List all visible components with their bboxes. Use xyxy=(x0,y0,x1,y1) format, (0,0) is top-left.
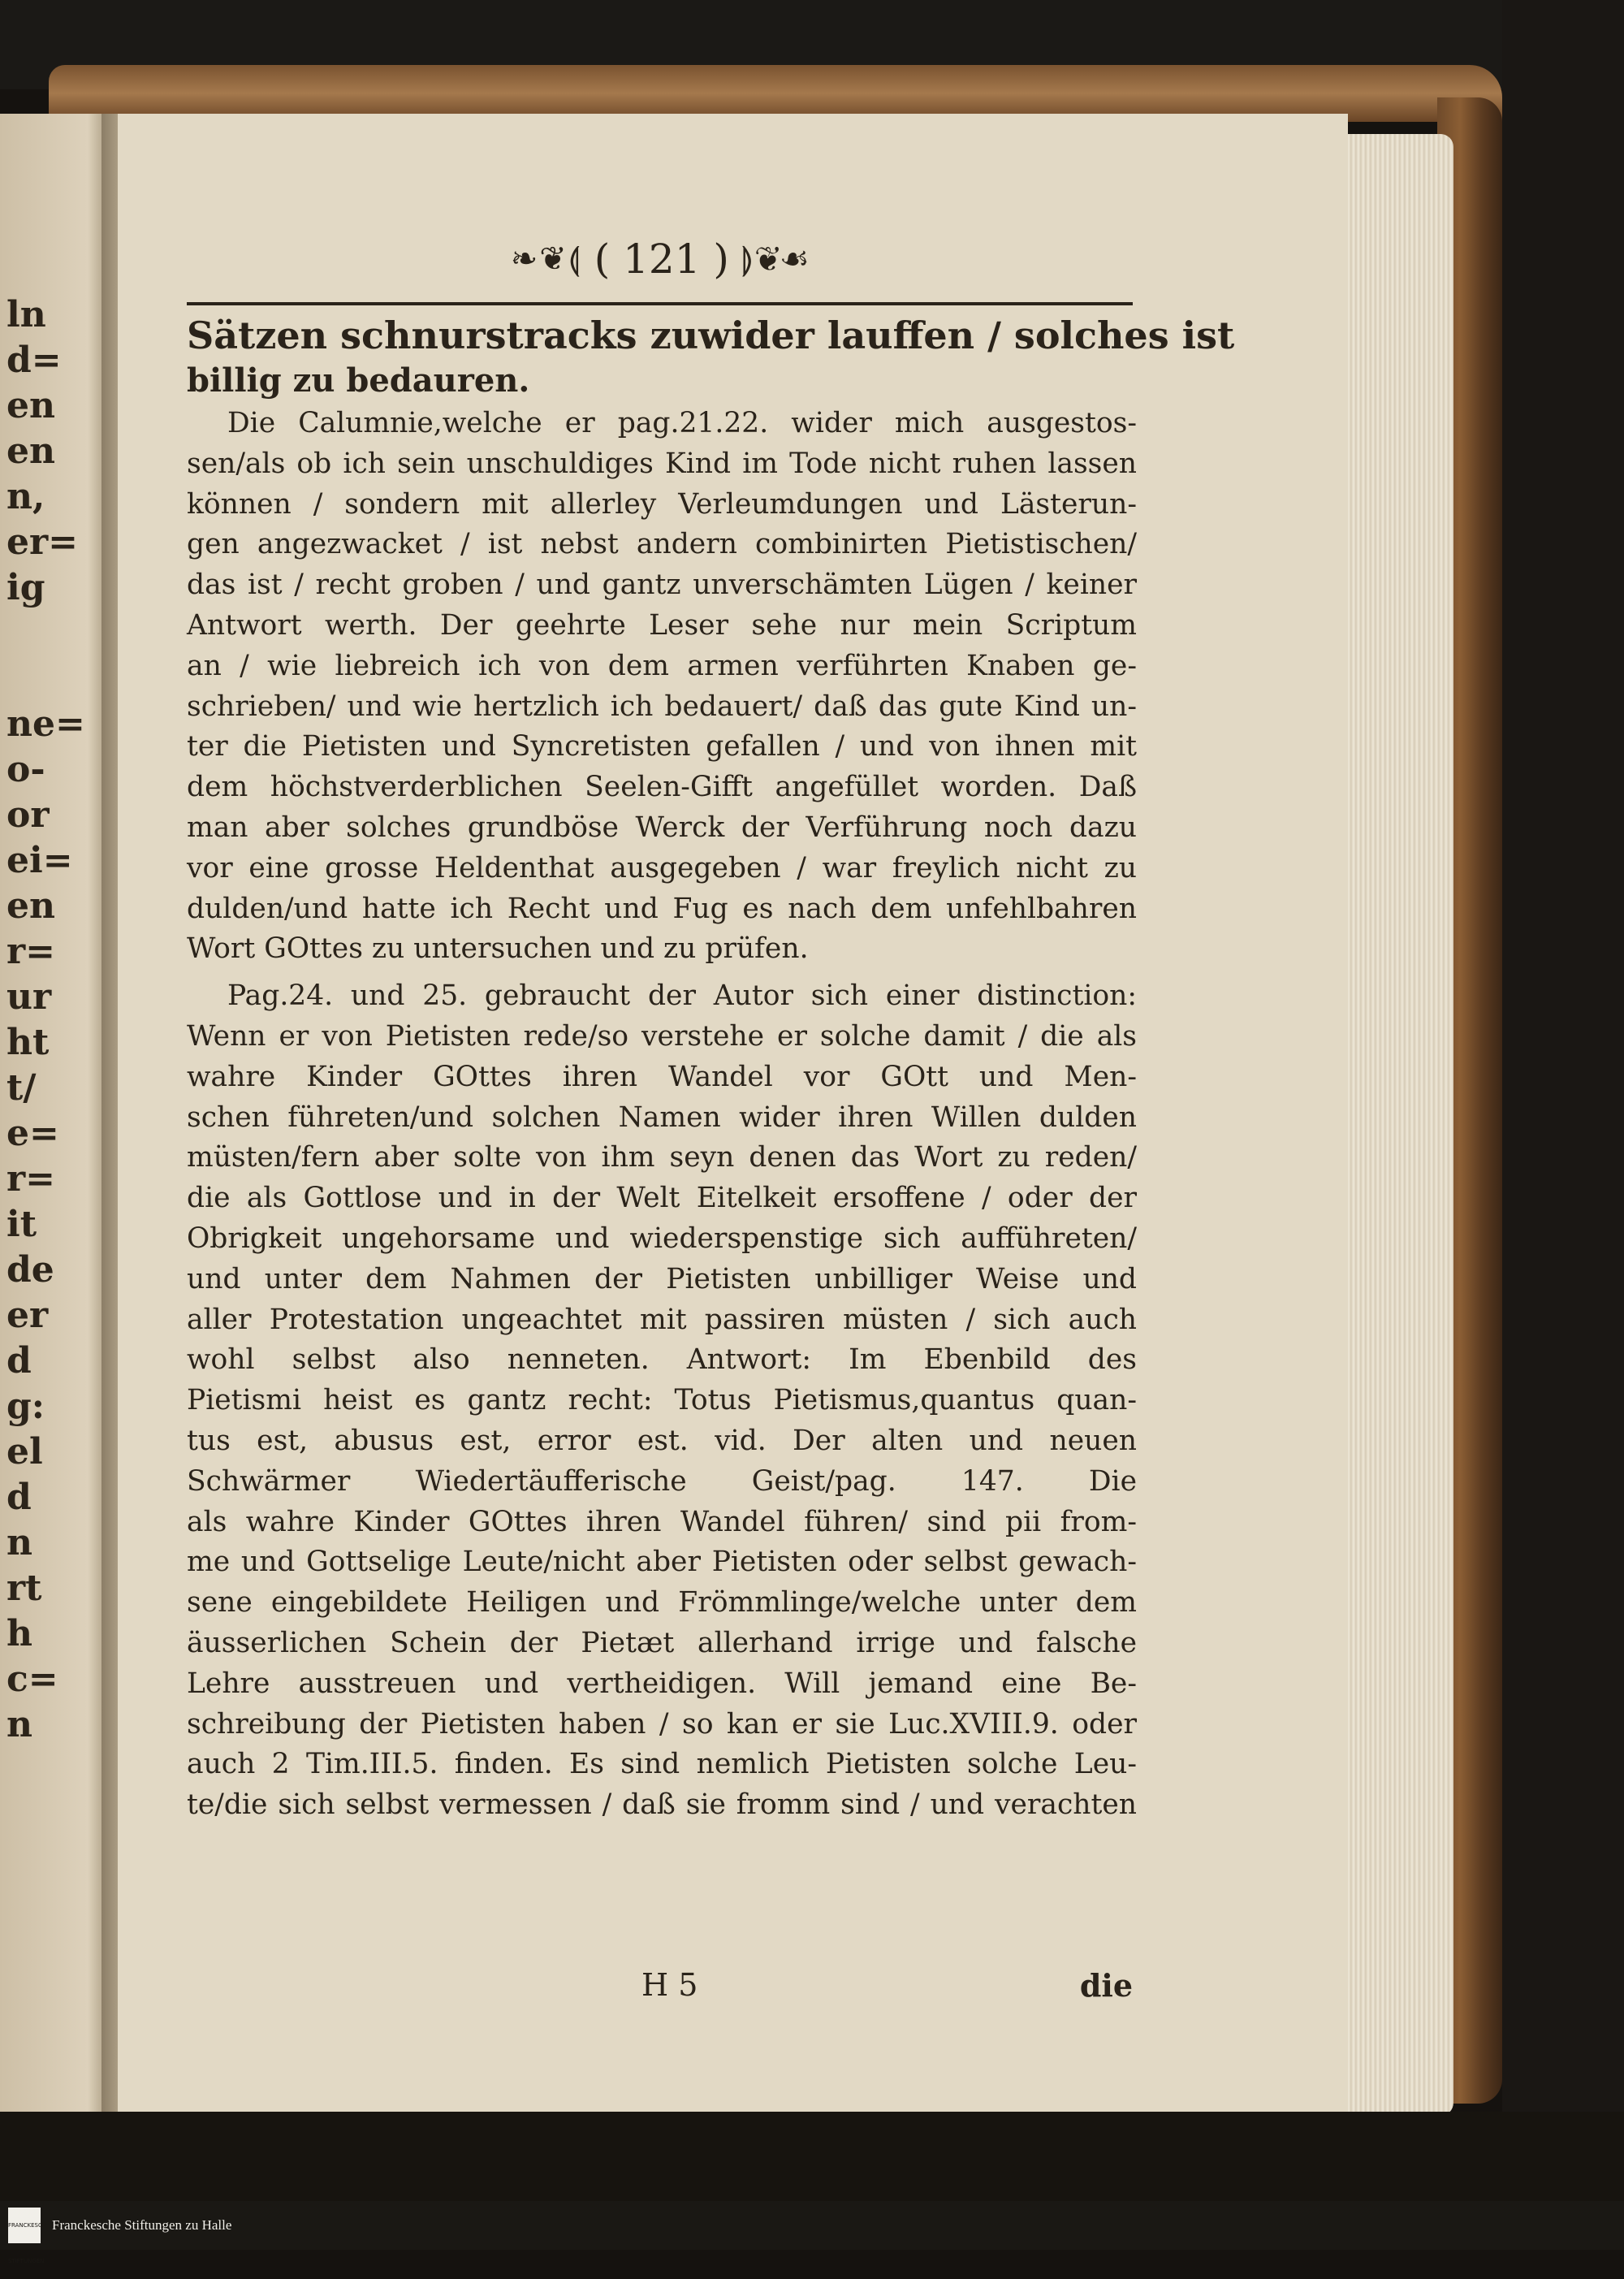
text-line: te/die sich selbst vermessen / daß sie fromm sind / und verachten xyxy=(187,1788,1137,1822)
text-line: schen führeten/und solchen Namen wider ihren Willen dulden xyxy=(187,1101,1137,1134)
text-line: dulden/und hatte ich Recht und Fug es nach dem unfehlbahren xyxy=(187,892,1137,925)
institution-logo-icon: FRANCKESCHE STIFTUNGEN xyxy=(8,2208,41,2243)
text-line: Schwärmer Wiedertäufferische Geist/pag. 147. Die xyxy=(187,1464,1137,1498)
institution-name: Franckesche Stiftungen zu Halle xyxy=(52,2217,232,2233)
text-line: müsten/fern aber solte von ihm seyn denen das Wort zu reden/ xyxy=(187,1141,1137,1174)
left-fragment: g: xyxy=(6,1386,45,1427)
text-line: als wahre Kinder GOttes ihren Wandel führen/ sind pii from- xyxy=(187,1505,1137,1538)
left-fragment: t/ xyxy=(6,1067,37,1109)
left-fragment: ig xyxy=(6,567,45,608)
left-fragment: r= xyxy=(6,1158,56,1200)
text-line: Pag.24. und 25. gebraucht der Autor sich einer distinction: xyxy=(227,979,1137,1013)
text-line: Wenn er von Pietisten rede/so verstehe er solche damit / die als xyxy=(187,1019,1137,1053)
text-line: schrieben/ und wie hertzlich ich bedauert/ daß das gute Kind un- xyxy=(187,690,1137,723)
left-fragment: o- xyxy=(6,749,45,790)
left-fragment: er= xyxy=(6,521,79,563)
left-fragment: d xyxy=(6,1340,32,1382)
page-footer xyxy=(187,1967,1133,2008)
left-fragment: n, xyxy=(6,476,45,517)
text-line: tus est, abusus est, error est. vid. Der alten und neuen xyxy=(187,1424,1137,1457)
left-fragment: en xyxy=(6,885,55,927)
text-line: schreibung der Pietisten haben / so kan er sie Luc.XVIII.9. oder xyxy=(187,1707,1137,1741)
left-fragment: er xyxy=(6,1295,49,1336)
text-line: man aber solches grundböse Werck der Verführung noch dazu xyxy=(187,811,1137,844)
text-line: dem höchstverderblichen Seelen-Gifft angefüllet worden. Daß xyxy=(187,771,1137,804)
ornament-left-icon: ❧❦⟬ xyxy=(510,240,582,278)
left-fragment: n xyxy=(6,1522,32,1563)
text-line: vor eine grosse Heldenthat ausgegeben / war freylich nicht zu xyxy=(187,851,1137,884)
page-number: ( 121 ) xyxy=(594,236,729,283)
background-bottom xyxy=(0,2112,1624,2201)
left-fragment: ln xyxy=(6,294,46,335)
left-fragment: ne= xyxy=(6,703,85,745)
left-fragment: en xyxy=(6,385,55,426)
ornament-right-icon: ⟭❦☙ xyxy=(741,240,810,278)
text-line: wohl selbst also nenneten. Antwort: Im Ebenbild des xyxy=(187,1343,1137,1377)
text-line: und unter dem Nahmen der Pietisten unbilliger Weise und xyxy=(187,1262,1137,1295)
footer-bar xyxy=(0,2201,1624,2264)
left-fragment: rt xyxy=(6,1568,42,1609)
text-line: auch 2 Tim.III.5. finden. Es sind nemlich Pietisten solche Leu- xyxy=(187,1748,1137,1781)
left-fragment xyxy=(6,611,63,656)
page-header xyxy=(187,236,1133,309)
text-line: wahre Kinder GOttes ihren Wandel vor GOtt und Men- xyxy=(187,1060,1137,1093)
text-line: Wort GOttes zu untersuchen und zu prüfen. xyxy=(187,932,809,966)
text-line: Antwort werth. Der geehrte Leser sehe nur mein Scriptum xyxy=(187,608,1137,642)
left-fragment: en xyxy=(6,430,55,472)
text-line: Obrigkeit ungehorsame und wiederspenstige sich aufführeten/ xyxy=(187,1222,1137,1255)
text-line: können / sondern mit allerley Verleumdungen und Lästerun- xyxy=(187,487,1137,521)
text-line: Die Calumnie,welche er pag.21.22. wider mich ausgestos- xyxy=(227,407,1137,439)
background-right xyxy=(1502,0,1624,2250)
text-line: sene eingebildete Heiligen und Frömmlinge/welche unter dem xyxy=(187,1586,1137,1620)
left-fragment: c= xyxy=(6,1658,58,1700)
left-fragment: d= xyxy=(6,339,62,381)
text-line: die als Gottlose und in der Welt Eitelkeit ersoffene / oder der xyxy=(187,1182,1137,1215)
text-line: me und Gottselige Leute/nicht aber Pietisten oder selbst gewach- xyxy=(187,1546,1137,1579)
page-edges xyxy=(1332,134,1453,2116)
text-line: das ist / recht groben / und gantz unverschämten Lügen / keiner xyxy=(187,569,1137,602)
catchword: die xyxy=(1079,1967,1133,2004)
left-fragment: ht xyxy=(6,1022,50,1063)
left-fragment: de xyxy=(6,1249,54,1291)
text-line: Pietismi heist es gantz recht: Totus Pietismus,quantus quan- xyxy=(187,1384,1137,1417)
header-rule xyxy=(187,302,1133,305)
text-line: an / wie liebreich ich von dem armen verführten Knaben ge- xyxy=(187,649,1137,682)
signature-mark: H 5 xyxy=(641,1967,698,2003)
text-line: gen angezwacket / ist nebst andern combinirten Pietistischen/ xyxy=(187,528,1137,561)
text-line: sen/als ob ich sein unschuldiges Kind im Tode nicht ruhen lassen xyxy=(187,447,1137,480)
left-fragment: it xyxy=(6,1204,37,1245)
text-line: ter die Pietisten und Syncretisten gefallen / und von ihnen mit xyxy=(187,730,1137,763)
left-page-text xyxy=(0,292,85,1748)
left-fragment: e= xyxy=(6,1113,59,1154)
left-fragment: or xyxy=(6,794,50,836)
page-body xyxy=(187,313,1235,1826)
text-line: Lehre ausstreuen und vertheidigen. Will jemand eine Be- xyxy=(187,1667,1137,1700)
left-fragment xyxy=(6,656,63,702)
left-fragment: ei= xyxy=(6,840,73,881)
left-fragment: ur xyxy=(6,976,52,1018)
left-fragment: el xyxy=(6,1431,43,1472)
left-fragment: h xyxy=(6,1613,32,1654)
left-fragment: r= xyxy=(6,931,56,972)
left-fragment: n xyxy=(6,1704,32,1745)
left-fragment: d xyxy=(6,1477,32,1518)
text-line: aller Protestation ungeachtet mit passiren müsten / sich auch xyxy=(187,1303,1137,1336)
text-line: äusserlichen Schein der Pietæt allerhand irrige und falsche xyxy=(187,1626,1137,1659)
text-line: Sätzen schnurstracks zuwider lauffen / solches ist xyxy=(187,314,1235,357)
text-line: billig zu bedauren. xyxy=(187,361,530,400)
